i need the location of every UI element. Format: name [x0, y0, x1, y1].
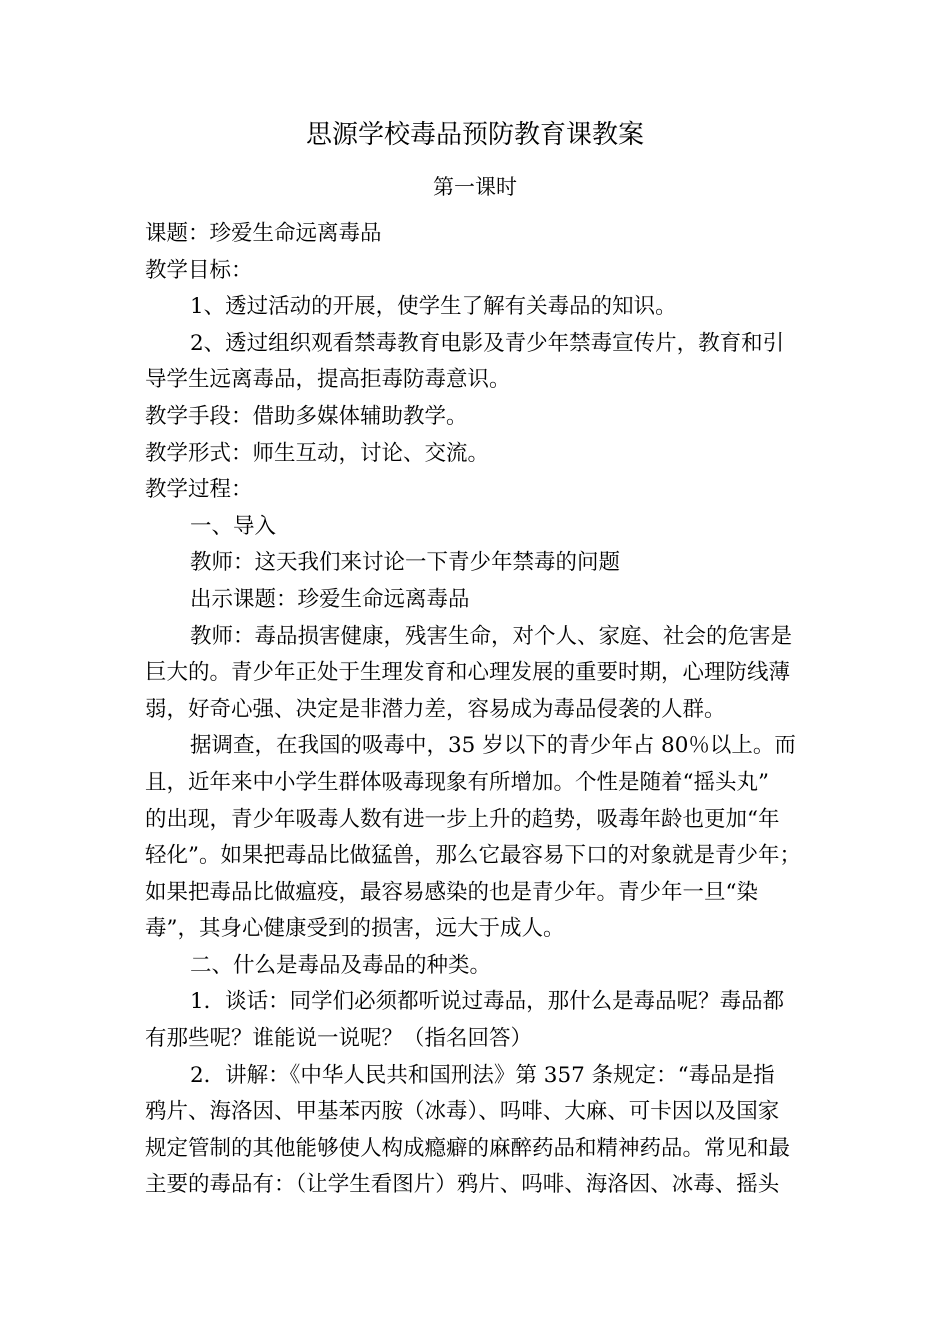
paragraph-line: 一、导入	[190, 513, 277, 539]
document-subtitle: 第一课时	[433, 175, 517, 199]
paragraph-line: 课题：珍爱生命远离毒品	[145, 221, 382, 246]
document-title: 思源学校毒品预防教育课教案	[305, 120, 644, 150]
paragraph-line: 有那些呢？谁能说一说呢？（指名回答）	[145, 1026, 533, 1052]
paragraph-line: 的出现，青少年吸毒人数有进一步上升的趋势，吸毒年龄也更加“年	[145, 806, 780, 832]
paragraph-line: 导学生远离毒品，提高拒毒防毒意识。	[145, 367, 511, 393]
paragraph-line: 1、透过活动的开展，使学生了解有关毒品的知识。	[190, 294, 677, 320]
paragraph-line: 轻化”。如果把毒品比做猛兽，那么它最容易下口的对象就是青少年；	[145, 843, 801, 869]
paragraph-line: 巨大的。青少年正处于生理发育和心理发展的重要时期，心理防线薄	[145, 660, 791, 686]
paragraph-line: 鸦片、海洛因、甲基苯丙胺（冰毒）、吗啡、大麻、可卡因以及国家	[145, 1099, 780, 1125]
paragraph-line: 毒”，其身心健康受到的损害，远大于成人。	[145, 916, 565, 942]
paragraph-line: 教学过程：	[145, 477, 253, 503]
paragraph-line: 主要的毒品有：（让学生看图片）鸦片、吗啡、海洛因、冰毒、摇头	[145, 1172, 780, 1198]
paragraph-line: 2、透过组织观看禁毒教育电影及青少年禁毒宣传片，教育和引	[190, 330, 785, 356]
paragraph-line: 1．谈话：同学们必须都听说过毒品，那什么是毒品呢？毒品都	[190, 989, 785, 1015]
paragraph-line: 教学目标：	[145, 257, 253, 283]
paragraph-line: 2．讲解：《中华人民共和国刑法》第 357 条规定：“毒品是指	[190, 1062, 775, 1088]
document-body	[145, 216, 810, 1204]
paragraph-line: 出示课题：珍爱生命远离毒品	[190, 586, 470, 612]
paragraph-line: 教师：毒品损害健康，残害生命，对个人、家庭、社会的危害是	[190, 623, 793, 649]
paragraph-line: 二、什么是毒品及毒品的种类。	[190, 952, 492, 978]
paragraph-line: 教学手段：借助多媒体辅助教学。	[145, 403, 468, 429]
paragraph-line: 教学形式：师生互动，讨论、交流。	[145, 440, 490, 466]
paragraph-line: 且，近年来中小学生群体吸毒现象有所增加。个性是随着“摇头丸”	[145, 769, 769, 795]
paragraph-line: 如果把毒品比做瘟疫，最容易感染的也是青少年。青少年一旦“染	[145, 879, 758, 905]
paragraph-line: 据调查，在我国的吸毒中，35 岁以下的青少年占 80％以上。而	[190, 733, 796, 759]
paragraph-line: 教师：这天我们来讨论一下青少年禁毒的问题	[190, 550, 621, 576]
paragraph-line: 规定管制的其他能够使人构成瘾癖的麻醉药品和精神药品。常见和最	[145, 1135, 791, 1161]
paragraph-line: 弱，好奇心强、决定是非潜力差，容易成为毒品侵袭的人群。	[145, 696, 726, 722]
